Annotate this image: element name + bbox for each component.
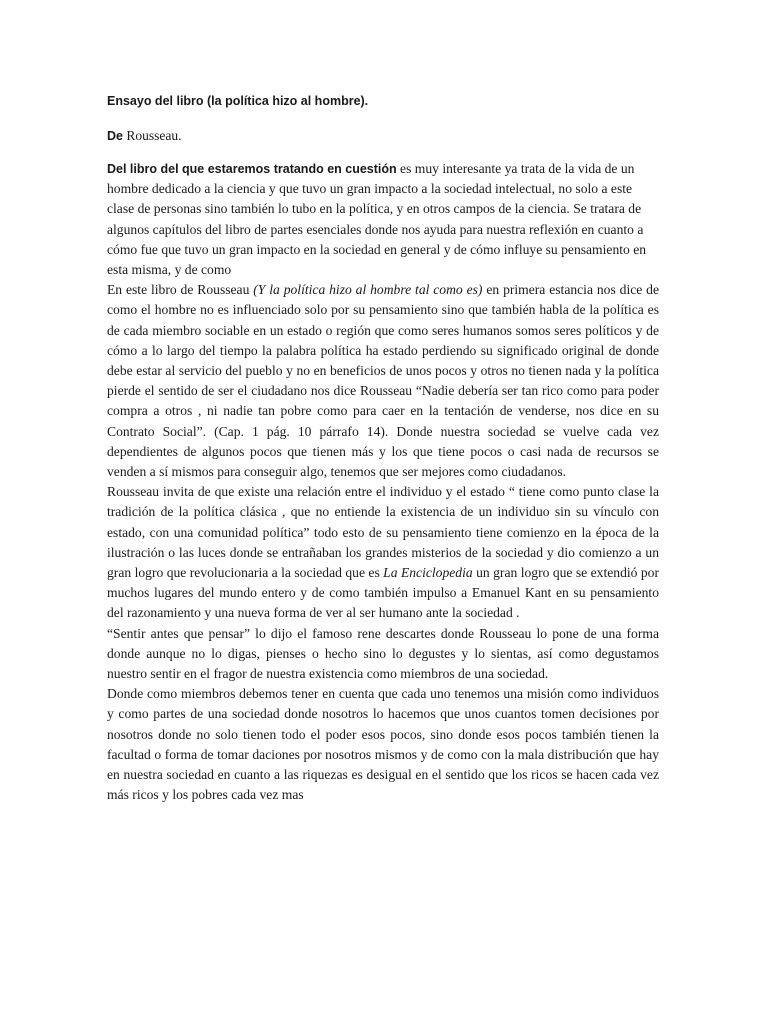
paragraph-2-part-b: un gran logro que se extendió por muchos lugares del mundo entero y de como también impulso a Emanuel Kant en su pensamiento del razonamiento y una nueva forma de ver al ser humano ante la sociedad . — [107, 565, 659, 621]
author-prefix: De — [107, 129, 123, 143]
paragraph-2-part-a: Rousseau invita de que existe una relación entre el individuo y el estado “ tiene como punto clase la tradición de la política clásica , que no entiende la existencia de un individuo sin su vínculo con estado, con una comunidad política” todo esto de su pensamiento tiene comienzo en la época de la ilustración o las luces donde se entrañaban los grandes misterios de la sociedad y dio comienzo a un gran logro que revolucionaria a la sociedad que es — [107, 484, 659, 581]
paragraph-1-part-a: En este libro de Rousseau — [107, 282, 254, 298]
document-page — [107, 92, 659, 806]
paragraph-1 — [107, 280, 659, 482]
book-title-italic: (Y la política hizo al hombre tal como es) — [253, 282, 483, 298]
encyclopedia-italic: La Enciclopedia — [383, 565, 473, 581]
author-line — [107, 127, 659, 145]
paragraph-3: “Sentir antes que pensar” lo dijo el famoso rene descartes donde Rousseau lo pone de una forma donde aunque no lo digas, pienses o hecho sino lo degustes y lo sientas, así como degustamos nuestro sentir en el fragor de nuestra existencia como miembros de una sociedad. — [107, 625, 659, 682]
intro-paragraph — [107, 159, 659, 280]
document-title: Ensayo del libro (la política hizo al hombre). — [107, 94, 369, 108]
paragraph-4: Donde como miembros debemos tener en cuenta que cada uno tenemos una misión como individuos y como partes de una sociedad donde nosotros lo hacemos que unos cuantos tomen decisiones por nosotros donde no solo tienen todo el poder esos pocos, sino donde esos pocos también tienen la facultad o forma de tomar daciones por nosotros mismos y de como con la mala distribución que hay en nuestra sociedad en cuanto a las riquezas es desigual en el sentido que los ricos se hacen cada vez más ricos y los pobres cada vez mas — [107, 686, 659, 803]
intro-text: es muy interesante ya trata de la vida de un hombre dedicado a la ciencia y que tuvo un gran impacto a la sociedad intelectual, no solo a este clase de personas sino también lo tubo en la política, y en otros campos de la ciencia. Se tratara de algunos capítulos del libro de partes esenciales donde nos ayuda para nuestra reflexión en cuanto a cómo fue que tuvo un gran impacto en la sociedad en general y de cómo influye su pensamiento en esta misma, y de como — [107, 161, 647, 278]
paragraph-2 — [107, 482, 659, 623]
paragraph-1-part-b: en primera estancia nos dice de como el hombre no es influenciado solo por su pensamiento sino que también habla de la política es de cada miembro sociable en un estado o región que como seres humanos somos seres políticos y de cómo a lo largo del tiempo la palabra política ha estado perdiendo su significado original de donde debe estar al servicio del pueblo y no en beneficios de unos pocos y otros no tienen nada y la política pierde el sentido de ser el ciudadano nos dice Rousseau “Nadie debería ser tan rico como para poder compra a otros , ni nadie tan pobre como para caer en la tentación de venderse, nos dice en su Contrato Social”. (Cap. 1 pág. 10 párrafo 14). Donde nuestra sociedad se vuelve cada vez dependientes de algunos pocos que tienen más y los que tiene pocos o casi nada de recursos se venden a sí mismos para conseguir algo, tenemos que ser mejores como ciudadanos. — [107, 282, 660, 480]
author-name: Rousseau. — [122, 128, 182, 143]
intro-lead: Del libro del que estaremos tratando en cuestión — [107, 162, 397, 176]
